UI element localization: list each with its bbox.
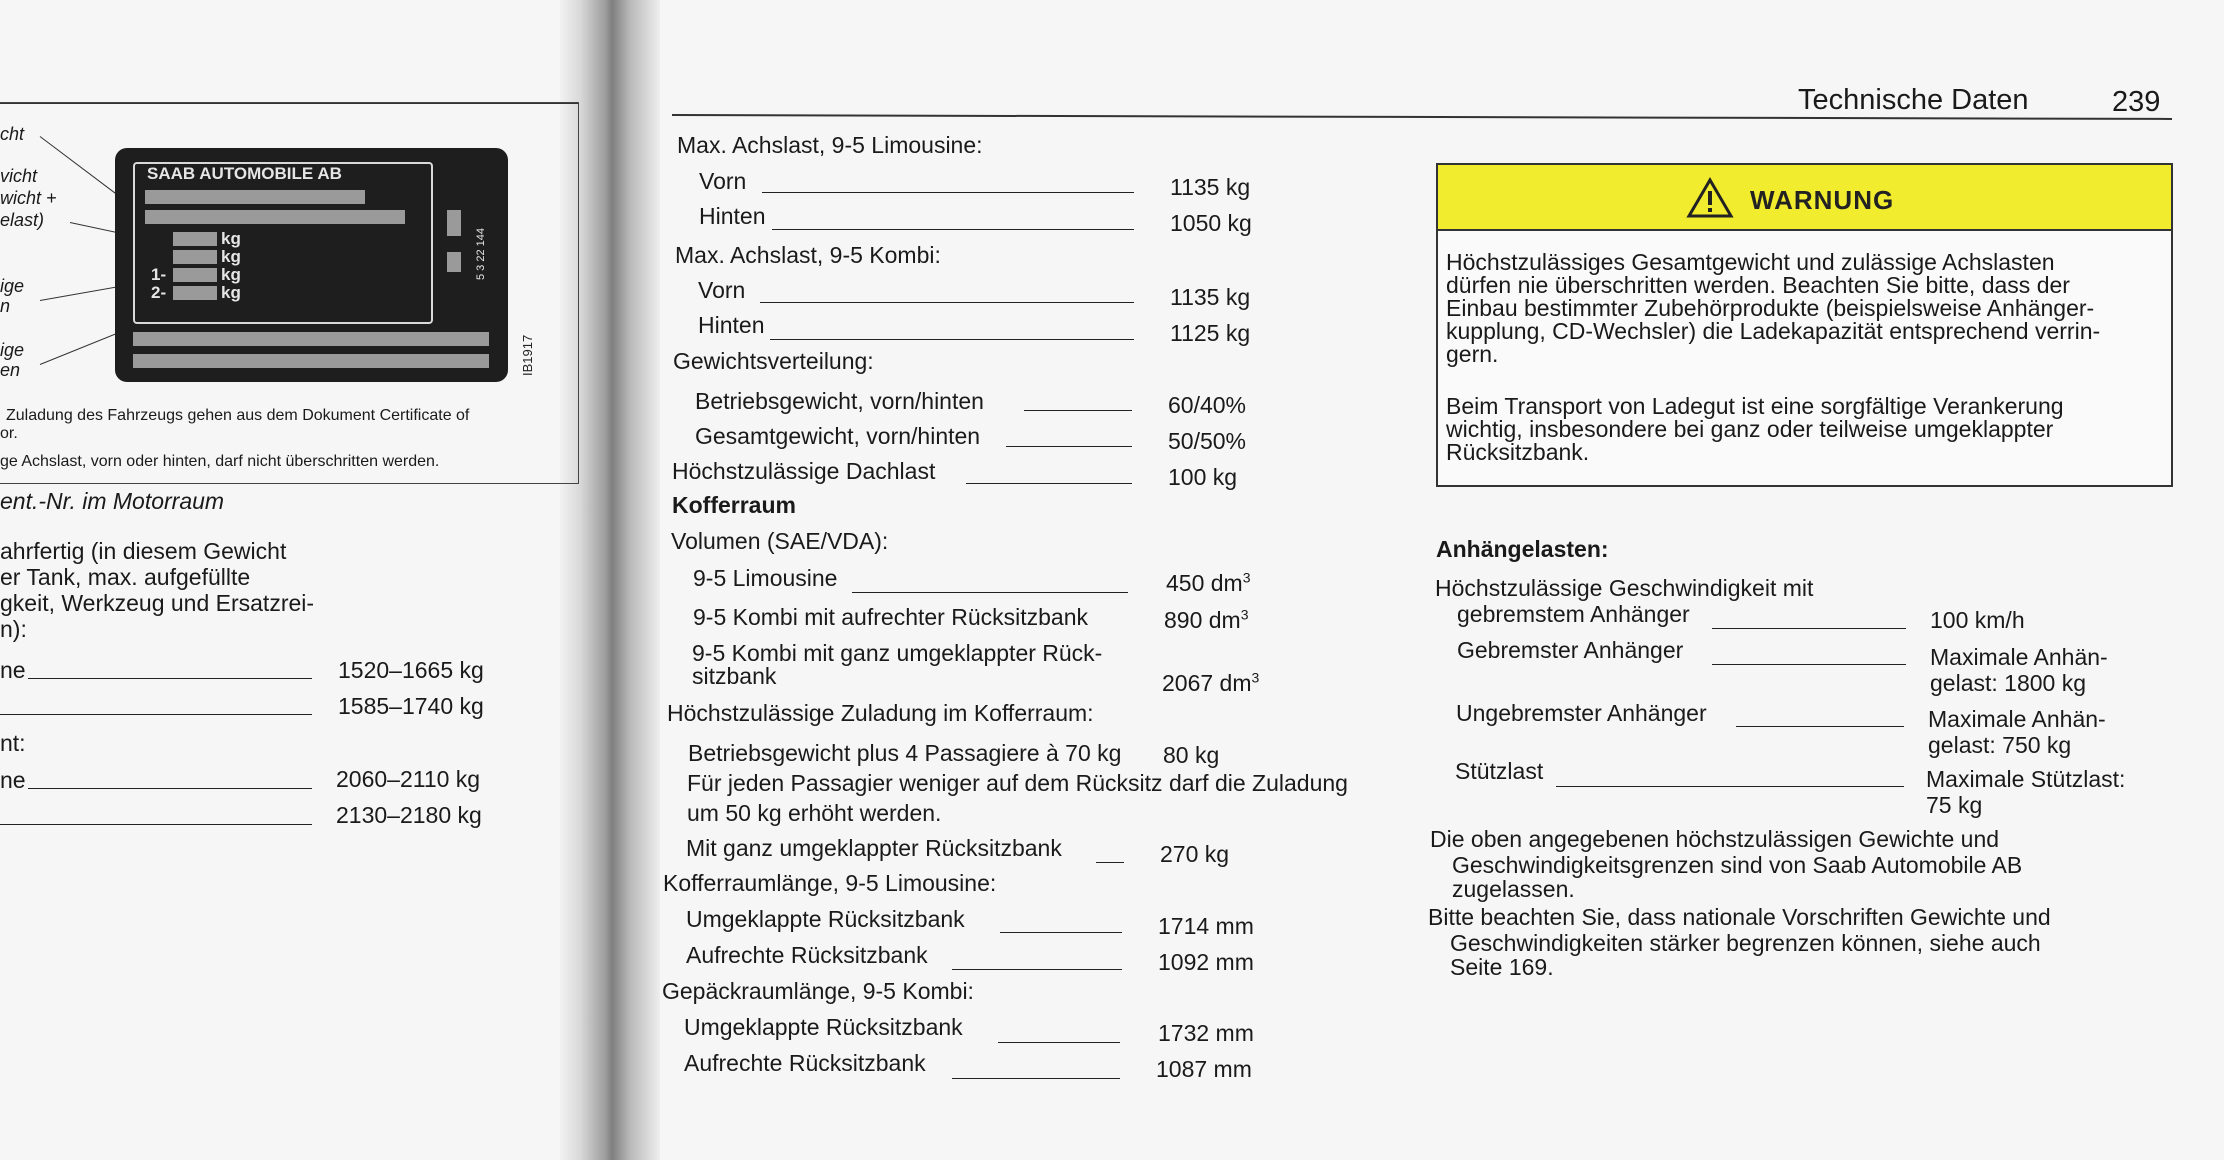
plate-kg: kg <box>221 229 241 248</box>
warning-line: wichtig, insbesondere bei ganz oder teilweise umgeklappter <box>1446 416 2054 442</box>
spec-value <box>1164 607 1249 633</box>
spec-label: nt: <box>0 730 26 756</box>
spec-heading: Gepäckraumlänge, 9-5 Kombi: <box>662 978 974 1004</box>
plate-kg: kg <box>221 283 241 302</box>
leader-rule <box>28 678 312 679</box>
plate-label: en <box>0 360 21 380</box>
spec-label: Hinten <box>699 203 766 229</box>
spec-label: Ungebremster Anhänger <box>1456 700 1707 726</box>
note-line: um 50 kg erhöht werden. <box>687 800 942 826</box>
leader-rule <box>852 592 1128 593</box>
spec-label: Betriebsgewicht plus 4 Passagiere à 70 kg <box>688 740 1122 766</box>
spec-label: Vorn <box>699 168 747 194</box>
spec-value: Maximale Anhän- <box>1930 644 2108 670</box>
spec-heading: Kofferraumlänge, 9-5 Limousine: <box>663 870 997 896</box>
warning-line: Beim Transport von Ladegut ist eine sorgfältige Verankerung <box>1446 393 2064 419</box>
leader-rule <box>952 1078 1120 1079</box>
spec-value: 1092 mm <box>1158 949 1254 975</box>
spec-value: 2060–2110 kg <box>336 766 481 792</box>
leader-rule <box>1006 446 1132 447</box>
figure-caption: ent.-Nr. im Motorraum <box>0 488 225 514</box>
warning-title: WARNUNG <box>1750 185 1895 215</box>
spec-label: Gesamtgewicht, vorn/hinten <box>695 423 981 449</box>
plate-label: cht <box>0 124 25 144</box>
plate-axle-1: 1- <box>151 265 167 284</box>
spec-label: Aufrechte Rücksitzbank <box>684 1050 926 1076</box>
spec-value: 270 kg <box>1160 841 1230 867</box>
subsection-heading: Anhängelasten: <box>1436 536 1609 562</box>
spec-value: 1135 kg <box>1170 284 1251 310</box>
spec-label: Stützlast <box>1455 758 1544 784</box>
spec-value: 50/50% <box>1168 428 1247 454</box>
spec-value: 1732 mm <box>1158 1020 1254 1046</box>
plate-label: n <box>0 296 11 316</box>
type-plate <box>115 148 508 382</box>
superscript-3: 3 <box>1251 669 1260 686</box>
leader-rule <box>772 229 1134 230</box>
spec-value: Maximale Stützlast: <box>1926 766 2126 792</box>
leader-rule <box>0 714 312 715</box>
spec-label: gebremstem Anhänger <box>1457 601 1690 627</box>
plate-kg: kg <box>221 247 241 266</box>
note-line: Die oben angegebenen höchstzulässigen Gewichte und <box>1430 826 2000 852</box>
spec-value: 75 kg <box>1926 792 1983 818</box>
spec-label: Aufrechte Rücksitzbank <box>686 942 928 968</box>
note-line: Für jeden Passagier weniger auf dem Rücksitz darf die Zuladung <box>687 770 1348 796</box>
warning-line: kupplung, CD-Wechsler) die Ladekapazität entsprechend verrin- <box>1446 318 2101 344</box>
warning-triangle-icon <box>1686 177 1734 219</box>
spec-value: 80 kg <box>1163 742 1220 768</box>
leader-rule <box>0 824 312 825</box>
section-title: Technische Daten <box>1798 84 2029 116</box>
leader-rule <box>762 192 1134 193</box>
page-number: 239 <box>2112 86 2161 118</box>
spec-value: 1135 kg <box>1170 174 1251 200</box>
spec-value <box>1166 570 1251 596</box>
warning-header <box>1438 165 2171 231</box>
plate-field <box>145 210 405 224</box>
spec-label: 9-5 Limousine <box>693 565 838 591</box>
figure-id: IB1917 <box>520 334 535 376</box>
note-line: Geschwindigkeiten stärker begrenzen können, siehe auch <box>1450 930 2041 956</box>
spec-label: Betriebsgewicht, vorn/hinten <box>695 388 984 414</box>
spec-value: 100 kg <box>1168 464 1238 490</box>
volume-value: 2067 dm <box>1162 670 1252 696</box>
spec-heading: Höchstzulässige Geschwindigkeit mit <box>1435 575 1814 601</box>
spec-label: Gebremster Anhänger <box>1457 637 1684 663</box>
plate-axle-2: 2- <box>151 283 167 302</box>
plate-code: 5 3 22 144 <box>475 228 487 280</box>
leader-rule <box>770 339 1134 340</box>
spec-heading: Gewichtsverteilung: <box>673 348 874 374</box>
leader-rule <box>952 969 1122 970</box>
plate-label: wicht + <box>0 188 57 208</box>
plate-title: SAAB AUTOMOBILE AB <box>147 164 342 183</box>
spec-label: Mit ganz umgeklappter Rücksitzbank <box>686 835 1062 861</box>
spec-label: 9-5 Kombi mit ganz umgeklappter Rück- <box>692 640 1103 666</box>
caption-line: ge Achslast, vorn oder hinten, darf nicht überschritten werden. <box>0 453 440 470</box>
leader-rule <box>1712 628 1906 629</box>
plate-kg: kg <box>221 265 241 284</box>
plate-label: ige <box>0 276 25 296</box>
leader-rule <box>1556 786 1904 787</box>
leader-rule <box>998 1042 1120 1043</box>
caption-line: Zuladung des Fahrzeugs gehen aus dem Dokument Certificate of <box>6 407 470 424</box>
plate-field <box>145 190 365 204</box>
caption-line: or. <box>0 425 18 442</box>
spec-label: Umgeklappte Rücksitzbank <box>686 906 965 932</box>
warning-line: Einbau bestimmter Zubehörprodukte (beispielsweise Anhänger- <box>1446 295 2095 321</box>
spec-value: 1125 kg <box>1170 320 1251 346</box>
warning-line: Höchstzulässiges Gesamtgewicht und zulässige Achslasten <box>1446 249 2055 275</box>
warning-line: gern. <box>1446 341 1499 367</box>
spec-value: gelast: 1800 kg <box>1930 670 2087 696</box>
plate-field <box>173 250 217 264</box>
spec-heading: Max. Achslast, 9-5 Kombi: <box>675 242 941 268</box>
paragraph-line: ahrfertig (in diesem Gewicht <box>0 538 287 564</box>
plate-field <box>133 332 489 346</box>
paragraph-line: gkeit, Werkzeug und Ersatzrei- <box>0 590 315 616</box>
spec-label: Hinten <box>698 312 765 338</box>
spec-value: 1087 mm <box>1156 1056 1252 1082</box>
paragraph-line: er Tank, max. aufgefüllte <box>0 564 251 590</box>
spec-heading: Volumen (SAE/VDA): <box>671 528 889 554</box>
leader-rule <box>1736 726 1904 727</box>
spec-label: sitzbank <box>692 663 777 689</box>
spec-value: 1585–1740 kg <box>338 693 484 719</box>
subsection-heading: Kofferraum <box>672 492 796 518</box>
plate-label: vicht <box>0 166 38 186</box>
superscript-3: 3 <box>1242 569 1251 586</box>
warning-paragraph <box>1446 395 2166 464</box>
spec-value: 1520–1665 kg <box>338 657 484 683</box>
note-line: Bitte beachten Sie, dass nationale Vorschriften Gewichte und <box>1428 904 2051 930</box>
plate-field <box>173 268 217 282</box>
warning-line: Rücksitzbank. <box>1446 439 1590 465</box>
spec-label: ne <box>0 657 26 683</box>
spec-value: Maximale Anhän- <box>1928 706 2106 732</box>
note-line: Seite 169. <box>1450 954 1554 980</box>
note-line: Geschwindigkeitsgrenzen sind von Saab Automobile AB <box>1452 852 2023 878</box>
warning-line: dürfen nie überschritten werden. Beachten Sie bitte, dass der <box>1446 272 2070 298</box>
leader-rule <box>1024 410 1132 411</box>
spec-value: 1050 kg <box>1170 210 1252 236</box>
paragraph-line: n): <box>0 616 27 642</box>
volume-value: 450 dm <box>1166 570 1243 596</box>
plate-field <box>447 210 461 236</box>
spec-label: Vorn <box>698 277 746 303</box>
spec-heading: Max. Achslast, 9-5 Limousine: <box>677 132 983 158</box>
warning-box <box>1436 163 2173 487</box>
spec-value: gelast: 750 kg <box>1928 732 2072 758</box>
spec-value: 60/40% <box>1168 392 1247 418</box>
plate-field <box>173 232 217 246</box>
spec-label: Höchstzulässige Dachlast <box>672 458 936 484</box>
plate-field <box>133 354 489 368</box>
leader-rule <box>966 483 1132 484</box>
spec-value: 2130–2180 kg <box>336 802 482 828</box>
leader-rule <box>1712 664 1906 665</box>
leader-rule <box>1000 932 1122 933</box>
spec-value: 1714 mm <box>1158 913 1254 939</box>
leader-rule <box>1096 862 1124 863</box>
superscript-3: 3 <box>1240 606 1249 623</box>
spec-value <box>1162 670 1259 696</box>
leader-rule <box>760 302 1134 303</box>
plate-field <box>173 286 217 300</box>
plate-label: elast) <box>0 210 45 230</box>
note-line: zugelassen. <box>1452 876 1575 902</box>
spec-label: Umgeklappte Rücksitzbank <box>684 1014 963 1040</box>
spec-heading: Höchstzulässige Zuladung im Kofferraum: <box>667 700 1094 726</box>
spec-value: 100 km/h <box>1930 607 2025 633</box>
spec-label: 9-5 Kombi mit aufrechter Rücksitzbank <box>693 604 1088 630</box>
spec-label: ne <box>0 767 26 793</box>
volume-value: 890 dm <box>1164 607 1241 633</box>
warning-paragraph <box>1446 251 2166 366</box>
leader-rule <box>28 788 312 789</box>
plate-field <box>447 252 461 272</box>
plate-label: ige <box>0 340 25 360</box>
